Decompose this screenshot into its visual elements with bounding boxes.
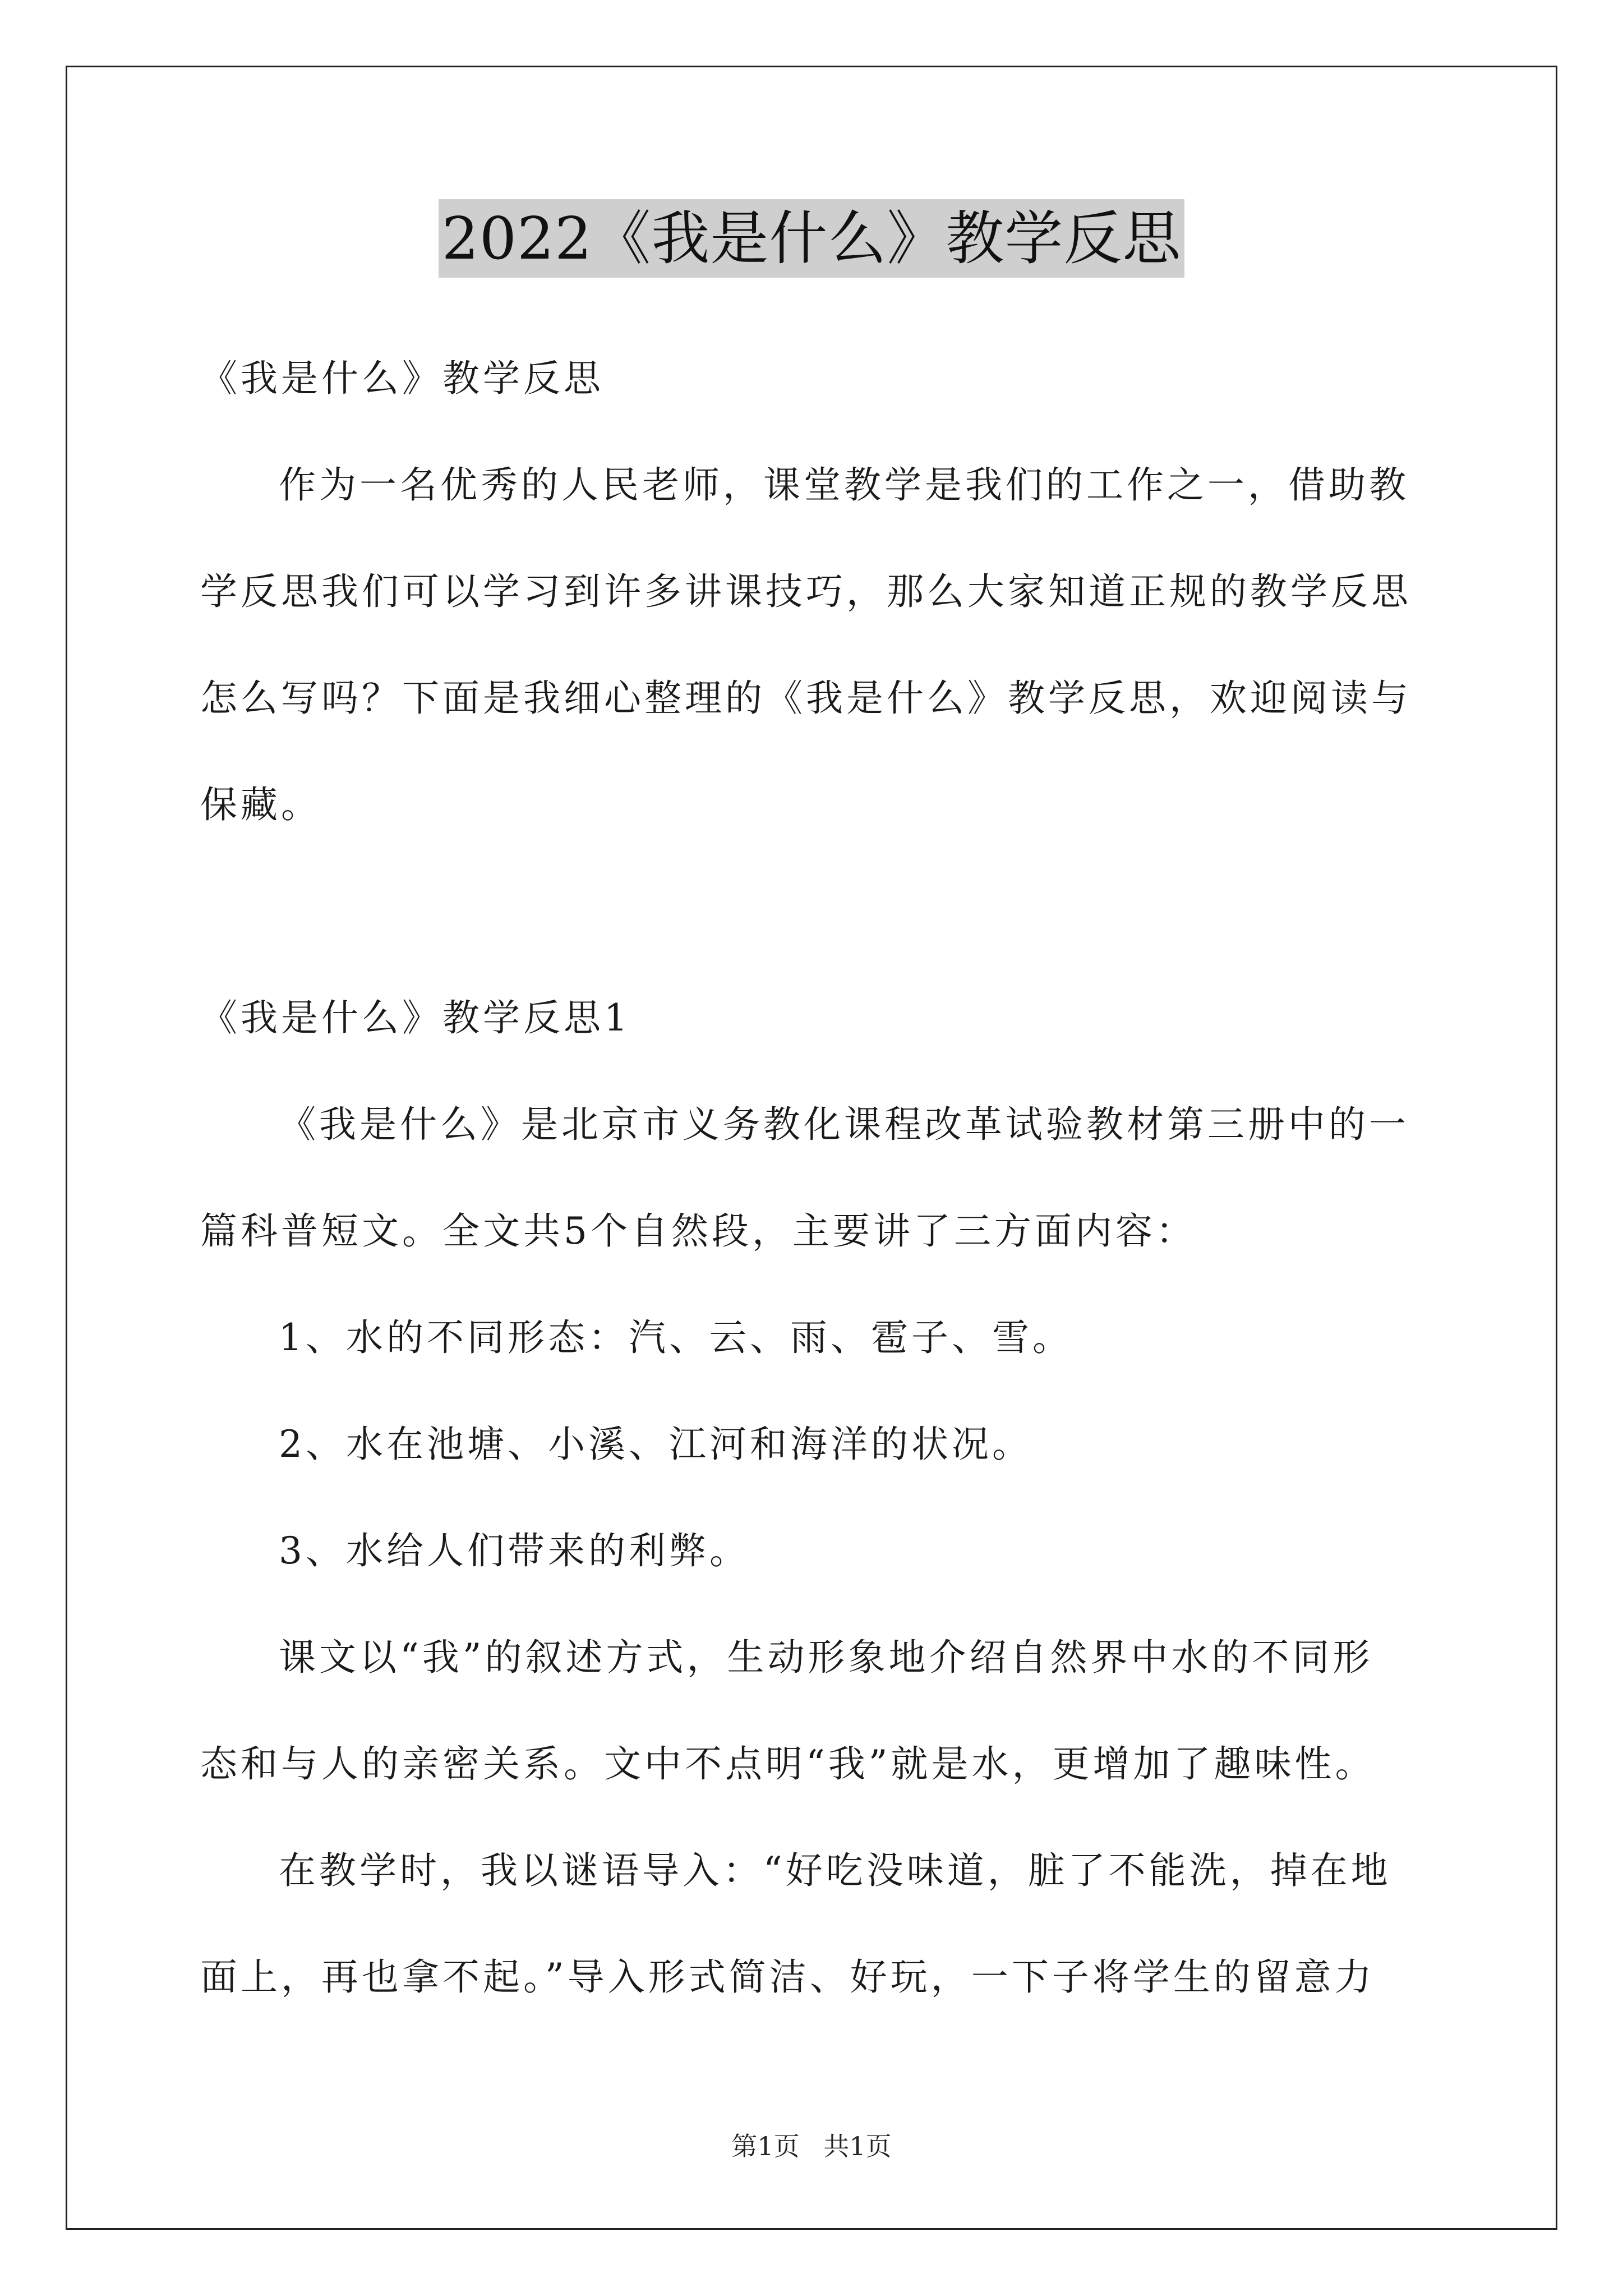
- paragraph-line: 作为一名优秀的人民老师，课堂教学是我们的工作之一，借助教: [279, 463, 1409, 507]
- section-heading-intro: 《我是什么》教学反思: [200, 357, 604, 400]
- list-item: 1、水的不同形态：汽、云、雨、雹子、雪。: [279, 1316, 1073, 1359]
- paragraph-line: 学反思我们可以学习到许多讲课技巧，那么大家知道正规的教学反思: [200, 570, 1412, 613]
- list-item: 3、水给人们带来的利弊。: [279, 1529, 750, 1572]
- list-item: 2、水在池塘、小溪、江河和海洋的状况。: [279, 1423, 1032, 1466]
- page-footer: [0, 2126, 1623, 2163]
- page-number-total: 共1页: [823, 2131, 892, 2161]
- document-body: [200, 339, 1434, 2045]
- paragraph-line: 面上，再也拿不起。”导入形式简洁、好玩，一下子将学生的留意力: [200, 1955, 1375, 1999]
- document-title: 2022《我是什么》教学反思: [439, 199, 1185, 278]
- paragraph-gap: [200, 872, 1434, 979]
- paragraph-line: 篇科普短文。全文共5个自然段，主要讲了三方面内容：: [200, 1209, 1196, 1253]
- paragraph-line: 在教学时，我以谜语导入：“好吃没味道，脏了不能洗，掉在地: [279, 1849, 1391, 1892]
- paragraph-line: 怎么写吗？下面是我细心整理的《我是什么》教学反思，欢迎阅读与: [200, 677, 1412, 720]
- paragraph-line: 态和与人的亲密关系。文中不点明“我”就是水，更增加了趣味性。: [200, 1742, 1376, 1786]
- paragraph-line: 课文以“我”的叙述方式，生动形象地介绍自然界中水的不同形: [279, 1636, 1373, 1679]
- page-number-current: 第1页: [731, 2131, 800, 2161]
- paragraph-line: 《我是什么》是北京市义务教化课程改革试验教材第三册中的一: [279, 1103, 1409, 1146]
- paragraph-line: 保藏。: [200, 783, 321, 826]
- section-heading-1: 《我是什么》教学反思1: [200, 996, 631, 1039]
- title-wrap: [0, 199, 1623, 278]
